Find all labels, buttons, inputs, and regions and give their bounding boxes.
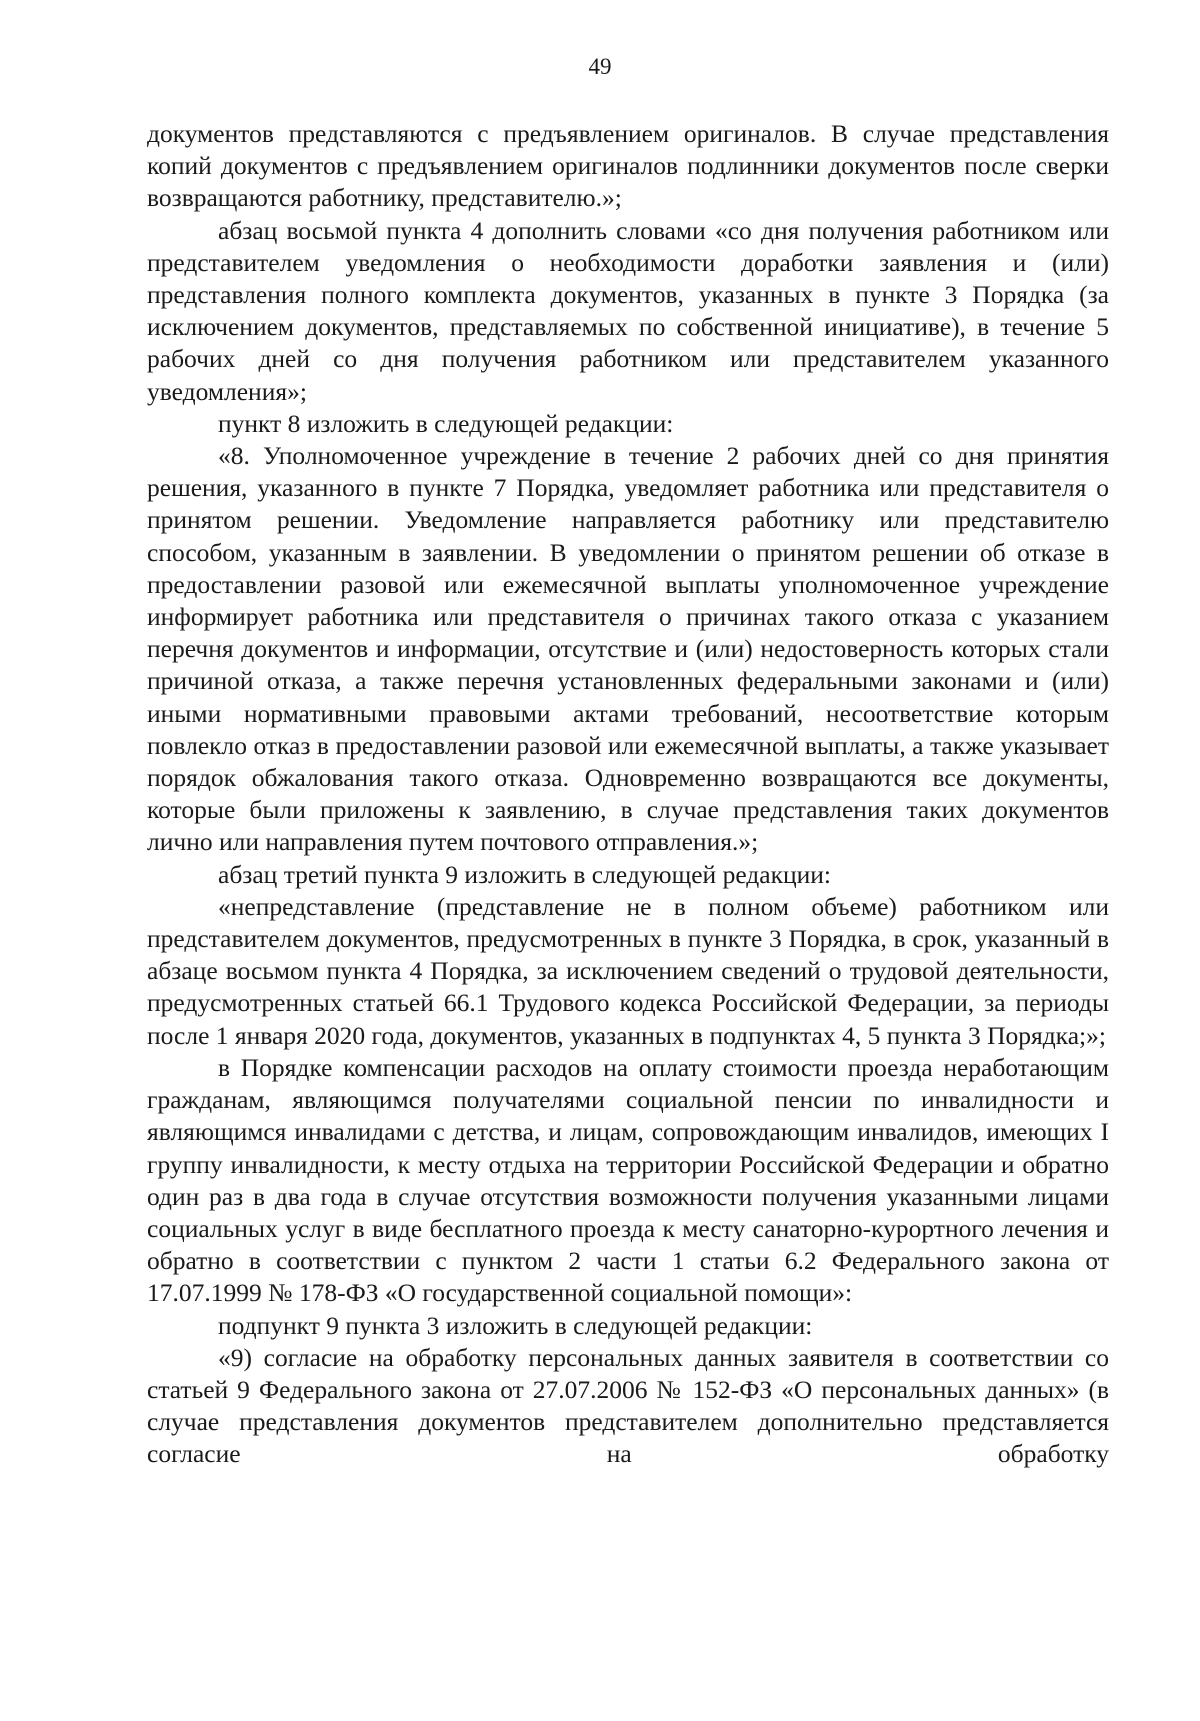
- paragraph-continuation: документов представляются с предъявлением оригиналов. В случае представления копий документов с предъявлением оригиналов подлинники документов после сверки возвращаются работнику, представителю.»;: [147, 119, 1109, 213]
- paragraph-subitem-9-text: «9) согласие на обработку персональных данных заявителя в соответствии со статьей 9 Федерального закона от 27.07.2006 № 152-ФЗ «О персональных данных» (в случае представления документов представителем дополнительно представляется согласие на обработку: [147, 1342, 1109, 1469]
- paragraph-subitem-9-intro: подпункт 9 пункта 3 изложить в следующей редакции:: [218, 1310, 813, 1340]
- paragraph-amendment-item-4: абзац восьмой пункта 4 дополнить словами «со дня получения работником или представителем уведомления о необходимости доработки заявления и (или) представления полного комплекта документов, указанных в пункте 3 Порядка (за исключением документов, представляемых по собственной инициативе), в течение 5 рабочих дней со дня получения работником или представителем указанного уведомления»;: [147, 215, 1109, 406]
- page-number: 49: [588, 54, 612, 79]
- document-body: [147, 118, 1109, 1471]
- paragraph-item-8-text: «8. Уполномоченное учреждение в течение 2 рабочих дней со дня принятия решения, указанного в пункте 7 Порядка, уведомляет работника или представителя о принятом решении. Уведомление направляется работнику или представителю способом, указанным в заявлении. В уведомлении о принятом решении об отказе в предоставлении разовой или ежемесячной выплаты уполномоченное учреждение информирует работника или представителя о причинах такого отказа с указанием перечня документов и информации, отсутствие и (или) недостоверность которых стали причиной отказа, а также перечня установленных федеральными законами и (или) иными нормативными правовыми актами требований, несоответствие которым повлекло отказ в предоставлении разовой или ежемесячной выплаты, а также указывает порядок обжалования такого отказа. Одновременно возвращаются все документы, которые были приложены к заявлению, в случае представления таких документов лично или направления путем почтового отправления.»;: [147, 441, 1109, 857]
- paragraph-compensation-order: в Порядке компенсации расходов на оплату стоимости проезда неработающим гражданам, являющимся получателями социальной пенсии по инвалидности и являющимся инвалидами с детства, и лицам, сопровождающим инвалидов, имеющих I группу инвалидности, к месту отдыха на территории Российской Федерации и обратно один раз в два года в случае отсутствия возможности получения указанными лицами социальных услуг в виде бесплатного проезда к месту санаторно-курортного лечения и обратно в соответствии с пунктом 2 части 1 статьи 6.2 Федерального закона от 17.07.1999 № 178-ФЗ «О государственной социальной помощи»:: [147, 1052, 1109, 1308]
- paragraph-item-9-intro: абзац третий пункта 9 изложить в следующей редакции:: [218, 859, 832, 889]
- paragraph-item-8-intro: пункт 8 изложить в следующей редакции:: [218, 408, 674, 438]
- paragraph-item-9-text: «непредставление (представление не в полном объеме) работником или представителем документов, предусмотренных в пункте 3 Порядка, в срок, указанный в абзаце восьмом пункта 4 Порядка, за исключением сведений о трудовой деятельности, предусмотренных статьей 66.1 Трудового кодекса Российской Федерации, за периоды после 1 января 2020 года, документов, указанных в подпунктах 4, 5 пункта 3 Порядка;»;: [147, 891, 1109, 1050]
